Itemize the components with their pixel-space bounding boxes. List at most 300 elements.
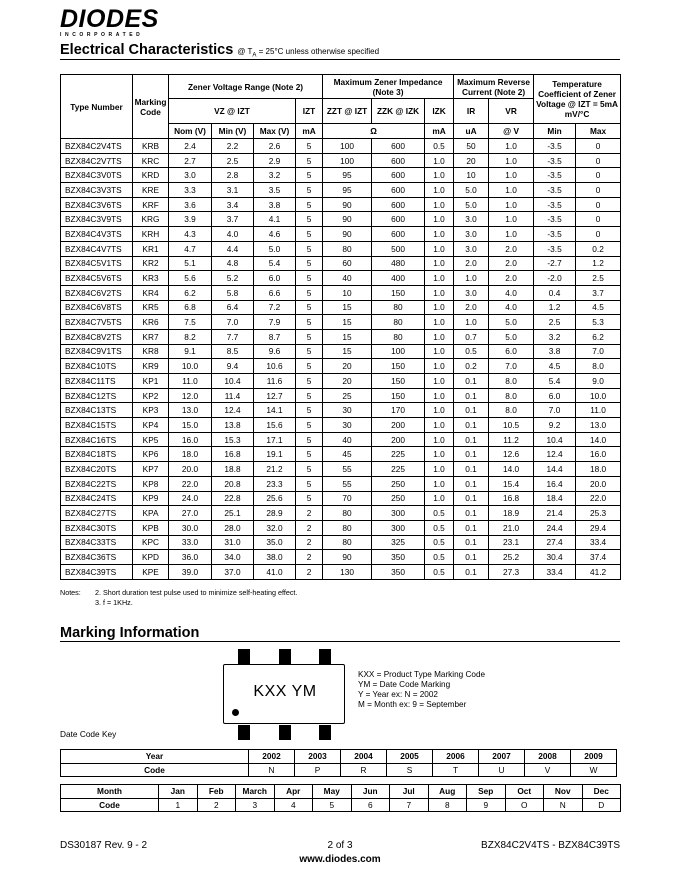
package-marking-text: KXX YM <box>253 683 317 700</box>
package-pin <box>238 725 250 740</box>
year-code-cell: W <box>571 763 617 777</box>
table-row <box>61 271 621 286</box>
table-cell: 10.6 <box>254 359 296 374</box>
table-cell: BZX84C13TS <box>61 403 133 418</box>
table-cell: 13.0 <box>169 403 212 418</box>
table-cell: 1.0 <box>425 344 454 359</box>
table-cell: 5 <box>296 418 323 433</box>
table-row <box>61 153 621 168</box>
table-cell: 0.1 <box>454 564 489 579</box>
table-cell: 1.0 <box>425 183 454 198</box>
table-cell: KP7 <box>133 462 169 477</box>
table-cell: 8.0 <box>489 388 534 403</box>
table-cell: KR9 <box>133 359 169 374</box>
table-cell: 20.8 <box>212 476 254 491</box>
unit-nom: Nom (V) <box>169 124 212 139</box>
month-code-cell: 6 <box>351 798 390 812</box>
table-cell: KR3 <box>133 271 169 286</box>
table-cell: 6.4 <box>212 300 254 315</box>
year-code-cell: S <box>387 763 433 777</box>
table-cell: 1.0 <box>425 447 454 462</box>
table-cell: 0.5 <box>425 535 454 550</box>
table-cell: 40 <box>323 432 372 447</box>
month-code-label: Code <box>61 798 159 812</box>
unit-izt: mA <box>296 124 323 139</box>
table-cell: 325 <box>372 535 425 550</box>
table-cell: 8.2 <box>169 329 212 344</box>
table-cell: BZX84C39TS <box>61 564 133 579</box>
table-cell: 5 <box>296 315 323 330</box>
table-cell: 55 <box>323 462 372 477</box>
table-cell: -3.5 <box>534 168 576 183</box>
footer-part-range: BZX84C2V4TS - BZX84C39TS <box>481 840 620 851</box>
table-cell: 34.0 <box>212 550 254 565</box>
table-cell: 15 <box>323 329 372 344</box>
month-cell: March <box>236 785 275 799</box>
table-cell: 480 <box>372 256 425 271</box>
table-cell: KRH <box>133 227 169 242</box>
month-code-cell: 2 <box>197 798 236 812</box>
table-cell: 1.0 <box>425 227 454 242</box>
table-cell: BZX84C8V2TS <box>61 329 133 344</box>
table-row <box>61 374 621 389</box>
table-cell: 150 <box>372 388 425 403</box>
table-row <box>61 197 621 212</box>
table-cell: 5 <box>296 285 323 300</box>
table-cell: 1.0 <box>425 212 454 227</box>
table-cell: 24.4 <box>534 520 576 535</box>
table-cell: 350 <box>372 564 425 579</box>
table-cell: 30.4 <box>534 550 576 565</box>
header-temp-coefficient: Temperature Coefficient of Zener Voltage @ IZT = 5mA mV/°C <box>534 75 621 124</box>
month-code-cell: 7 <box>390 798 429 812</box>
table-cell: 5 <box>296 168 323 183</box>
table-cell: 2 <box>296 535 323 550</box>
table-cell: 150 <box>372 285 425 300</box>
month-cell: Feb <box>197 785 236 799</box>
table-cell: 3.8 <box>254 197 296 212</box>
table-cell: 7.5 <box>169 315 212 330</box>
table-cell: 3.7 <box>212 212 254 227</box>
table-cell: 0.1 <box>454 374 489 389</box>
table-cell: 6.8 <box>169 300 212 315</box>
table-cell: 200 <box>372 432 425 447</box>
table-cell: 9.1 <box>169 344 212 359</box>
electrical-characteristics-table <box>60 74 621 580</box>
marking-information-title: Marking Information <box>60 625 200 641</box>
table-cell: 5 <box>296 476 323 491</box>
table-cell: 19.1 <box>254 447 296 462</box>
table-cell: 5.8 <box>212 285 254 300</box>
table-row <box>61 359 621 374</box>
table-cell: BZX84C11TS <box>61 374 133 389</box>
marking-legend <box>358 670 485 710</box>
table-cell: 0.1 <box>454 550 489 565</box>
table-cell: KRF <box>133 197 169 212</box>
table-cell: 10.5 <box>489 418 534 433</box>
table-cell: 16.8 <box>489 491 534 506</box>
section-divider <box>60 641 620 642</box>
unit-vr: @ V <box>489 124 534 139</box>
table-cell: BZX84C12TS <box>61 388 133 403</box>
table-cell: 35.0 <box>254 535 296 550</box>
month-code-cell: 8 <box>428 798 467 812</box>
table-cell: 1.0 <box>454 271 489 286</box>
month-code-cell: 9 <box>467 798 506 812</box>
table-cell: BZX84C30TS <box>61 520 133 535</box>
table-cell: 33.0 <box>169 535 212 550</box>
table-cell: 15.6 <box>254 418 296 433</box>
table-cell: 16.0 <box>169 432 212 447</box>
table-cell: BZX84C33TS <box>61 535 133 550</box>
table-cell: 12.6 <box>489 447 534 462</box>
table-cell: 23.3 <box>254 476 296 491</box>
table-cell: 5.3 <box>576 315 621 330</box>
note-3: 3. f = 1KHz. <box>95 598 133 607</box>
table-cell: 80 <box>372 329 425 344</box>
table-cell: 5.0 <box>489 329 534 344</box>
table-cell: 2.9 <box>254 153 296 168</box>
month-code-table <box>60 784 621 812</box>
table-cell: 5 <box>296 344 323 359</box>
table-cell: 39.0 <box>169 564 212 579</box>
table-cell: 30 <box>323 403 372 418</box>
table-row <box>61 520 621 535</box>
table-cell: 28.0 <box>212 520 254 535</box>
table-cell: 25.2 <box>489 550 534 565</box>
table-cell: BZX84C3V9TS <box>61 212 133 227</box>
table-cell: 36.0 <box>169 550 212 565</box>
table-cell: 7.0 <box>534 403 576 418</box>
table-cell: 15.0 <box>169 418 212 433</box>
table-cell: 1.0 <box>489 212 534 227</box>
table-cell: 45 <box>323 447 372 462</box>
table-cell: 14.0 <box>576 432 621 447</box>
table-cell: 33.4 <box>534 564 576 579</box>
table-row <box>61 315 621 330</box>
month-header-label: Month <box>61 785 159 799</box>
table-cell: 41.0 <box>254 564 296 579</box>
table-cell: 16.4 <box>534 476 576 491</box>
table-cell: 225 <box>372 447 425 462</box>
table-cell: 130 <box>323 564 372 579</box>
table-cell: 2.0 <box>489 256 534 271</box>
table-row <box>61 285 621 300</box>
table-cell: KPE <box>133 564 169 579</box>
notes-label: Notes: <box>60 588 81 597</box>
table-cell: 6.2 <box>576 329 621 344</box>
table-cell: 3.0 <box>454 212 489 227</box>
condition-prefix: @ T <box>237 47 253 56</box>
header-max-impedance: Maximum Zener Impedance (Note 3) <box>323 75 454 99</box>
table-cell: 2.0 <box>489 241 534 256</box>
table-cell: 7.0 <box>489 359 534 374</box>
table-cell: 100 <box>372 344 425 359</box>
table-cell: 5 <box>296 197 323 212</box>
logo-subtitle: INCORPORATED <box>60 32 144 38</box>
table-cell: 5 <box>296 212 323 227</box>
table-cell: BZX84C2V4TS <box>61 139 133 154</box>
table-cell: 5 <box>296 359 323 374</box>
electrical-table-body <box>61 139 621 580</box>
month-code-cell: N <box>544 798 583 812</box>
table-cell: 21.2 <box>254 462 296 477</box>
table-cell: 0.5 <box>425 506 454 521</box>
table-row <box>61 212 621 227</box>
table-cell: 5 <box>296 256 323 271</box>
table-cell: 1.0 <box>489 197 534 212</box>
table-cell: 1.0 <box>425 476 454 491</box>
table-cell: 0.5 <box>454 344 489 359</box>
table-cell: 11.2 <box>489 432 534 447</box>
month-code-cell: 4 <box>274 798 313 812</box>
table-cell: 170 <box>372 403 425 418</box>
package-pin <box>238 649 250 664</box>
table-cell: KP2 <box>133 388 169 403</box>
table-cell: 10.4 <box>212 374 254 389</box>
table-cell: 3.8 <box>534 344 576 359</box>
test-condition <box>237 47 380 59</box>
footer-website: www.diodes.com <box>299 854 381 865</box>
table-cell: 2 <box>296 564 323 579</box>
year-code-cell: U <box>479 763 525 777</box>
table-cell: 11.0 <box>169 374 212 389</box>
table-cell: KP9 <box>133 491 169 506</box>
table-cell: 5 <box>296 374 323 389</box>
table-cell: 5 <box>296 153 323 168</box>
table-cell: 5.1 <box>169 256 212 271</box>
year-cell: 2004 <box>341 750 387 764</box>
logo-wordmark: DIODES <box>60 5 159 33</box>
table-cell: 1.0 <box>454 315 489 330</box>
package-diagram <box>223 664 345 724</box>
table-cell: 1.0 <box>425 432 454 447</box>
table-cell: 80 <box>323 535 372 550</box>
section-divider <box>60 59 620 60</box>
table-cell: -3.5 <box>534 212 576 227</box>
year-cell: 2007 <box>479 750 525 764</box>
table-row <box>61 139 621 154</box>
table-cell: 0.1 <box>454 388 489 403</box>
table-cell: 3.0 <box>454 241 489 256</box>
table-cell: -3.5 <box>534 197 576 212</box>
table-cell: 250 <box>372 476 425 491</box>
table-cell: 2.6 <box>254 139 296 154</box>
table-row <box>61 506 621 521</box>
table-cell: KR7 <box>133 329 169 344</box>
header-zzk: ZZK @ IZK <box>372 99 425 124</box>
table-cell: 0 <box>576 183 621 198</box>
table-cell: KRG <box>133 212 169 227</box>
table-cell: 3.3 <box>169 183 212 198</box>
table-cell: 5 <box>296 241 323 256</box>
table-cell: 60 <box>323 256 372 271</box>
table-cell: -3.5 <box>534 241 576 256</box>
table-cell: 4.7 <box>169 241 212 256</box>
month-code-cell: 1 <box>159 798 198 812</box>
table-row <box>61 491 621 506</box>
table-cell: 1.0 <box>425 285 454 300</box>
table-cell: KRB <box>133 139 169 154</box>
table-cell: 1.0 <box>425 168 454 183</box>
table-cell: -3.5 <box>534 227 576 242</box>
table-cell: 0.2 <box>454 359 489 374</box>
unit-max: Max (V) <box>254 124 296 139</box>
table-cell: 55 <box>323 476 372 491</box>
table-cell: 32.0 <box>254 520 296 535</box>
table-cell: BZX84C15TS <box>61 418 133 433</box>
table-cell: BZX84C2V7TS <box>61 153 133 168</box>
table-cell: KR2 <box>133 256 169 271</box>
table-cell: 5.4 <box>534 374 576 389</box>
header-max-reverse-current: Maximum Reverse Current (Note 2) <box>454 75 534 99</box>
year-cell: 2005 <box>387 750 433 764</box>
table-cell: 17.1 <box>254 432 296 447</box>
table-cell: 600 <box>372 212 425 227</box>
table-cell: 95 <box>323 183 372 198</box>
table-cell: -3.5 <box>534 153 576 168</box>
table-cell: 600 <box>372 183 425 198</box>
diodes-logo <box>60 7 180 38</box>
package-pin <box>319 649 331 664</box>
electrical-characteristics-title <box>60 42 379 65</box>
table-cell: KRC <box>133 153 169 168</box>
table-cell: 600 <box>372 197 425 212</box>
table-cell: 30.0 <box>169 520 212 535</box>
table-cell: 8.5 <box>212 344 254 359</box>
table-cell: 22.8 <box>212 491 254 506</box>
table-cell: 400 <box>372 271 425 286</box>
table-cell: 33.4 <box>576 535 621 550</box>
table-cell: 12.4 <box>534 447 576 462</box>
table-cell: KR5 <box>133 300 169 315</box>
table-cell: 0.1 <box>454 506 489 521</box>
table-cell: 10.4 <box>534 432 576 447</box>
month-cell: Dec <box>582 785 621 799</box>
table-cell: 5 <box>296 300 323 315</box>
unit-izk: mA <box>425 124 454 139</box>
note-2: 2. Short duration test pulse used to minimize self-heating effect. <box>95 588 298 597</box>
table-cell: BZX84C10TS <box>61 359 133 374</box>
year-code-cell: R <box>341 763 387 777</box>
table-cell: 38.0 <box>254 550 296 565</box>
table-cell: 90 <box>323 227 372 242</box>
table-cell: BZX84C3V3TS <box>61 183 133 198</box>
table-cell: 95 <box>323 168 372 183</box>
table-cell: 1.0 <box>425 315 454 330</box>
month-code-cell: 3 <box>236 798 275 812</box>
package-pin <box>319 725 331 740</box>
table-cell: 0.1 <box>454 491 489 506</box>
table-cell: 600 <box>372 227 425 242</box>
table-cell: 4.5 <box>534 359 576 374</box>
table-cell: 4.3 <box>169 227 212 242</box>
table-cell: 5 <box>296 139 323 154</box>
table-row <box>61 344 621 359</box>
table-cell: 15 <box>323 300 372 315</box>
table-cell: 9.6 <box>254 344 296 359</box>
table-cell: 2.5 <box>576 271 621 286</box>
table-cell: 2.5 <box>212 153 254 168</box>
table-cell: BZX84C7V5TS <box>61 315 133 330</box>
table-cell: 18.8 <box>212 462 254 477</box>
table-cell: 5 <box>296 227 323 242</box>
table-cell: KRD <box>133 168 169 183</box>
table-cell: 10.0 <box>576 388 621 403</box>
table-row <box>61 550 621 565</box>
table-cell: 20 <box>323 359 372 374</box>
month-cell: May <box>313 785 352 799</box>
month-cell: Jun <box>351 785 390 799</box>
table-cell: 3.1 <box>212 183 254 198</box>
table-cell: KP8 <box>133 476 169 491</box>
unit-tc-min: Min <box>534 124 576 139</box>
table-cell: 1.0 <box>489 168 534 183</box>
unit-ir: uA <box>454 124 489 139</box>
table-cell: KR1 <box>133 241 169 256</box>
table-cell: 0.1 <box>454 535 489 550</box>
table-cell: 0.5 <box>425 520 454 535</box>
table-cell: 5.0 <box>454 183 489 198</box>
year-header-label: Year <box>61 750 249 764</box>
table-cell: 3.4 <box>212 197 254 212</box>
table-row <box>61 241 621 256</box>
unit-ohm: Ω <box>323 124 425 139</box>
header-izk: IZK <box>425 99 454 124</box>
month-cell: Aug <box>428 785 467 799</box>
month-cell: Oct <box>505 785 544 799</box>
year-cell: 2006 <box>433 750 479 764</box>
section-title-text: Electrical Characteristics <box>60 42 234 58</box>
month-cell: Apr <box>274 785 313 799</box>
table-cell: 0.5 <box>425 139 454 154</box>
table-cell: 2.2 <box>212 139 254 154</box>
header-type-number: Type Number <box>61 75 133 139</box>
header-zener-voltage: Zener Voltage Range (Note 2) <box>169 75 323 99</box>
table-cell: 5.0 <box>254 241 296 256</box>
table-cell: BZX84C6V8TS <box>61 300 133 315</box>
table-cell: 3.0 <box>454 227 489 242</box>
table-cell: 0.1 <box>454 520 489 535</box>
table-row <box>61 329 621 344</box>
table-cell: 1.0 <box>425 491 454 506</box>
table-cell: 1.0 <box>425 462 454 477</box>
table-cell: 80 <box>372 300 425 315</box>
table-cell: BZX84C22TS <box>61 476 133 491</box>
table-row <box>61 418 621 433</box>
table-cell: 0 <box>576 153 621 168</box>
table-cell: 3.0 <box>454 285 489 300</box>
table-cell: 14.0 <box>489 462 534 477</box>
table-cell: 2.0 <box>454 256 489 271</box>
table-cell: 5.0 <box>489 315 534 330</box>
table-cell: 1.0 <box>425 153 454 168</box>
table-cell: 4.0 <box>489 300 534 315</box>
table-cell: BZX84C24TS <box>61 491 133 506</box>
table-cell: 100 <box>323 153 372 168</box>
table-cell: 4.1 <box>254 212 296 227</box>
table-cell: 25.3 <box>576 506 621 521</box>
table-cell: 1.0 <box>425 271 454 286</box>
table-cell: 1.0 <box>425 300 454 315</box>
table-cell: 300 <box>372 520 425 535</box>
table-cell: 7.0 <box>212 315 254 330</box>
table-cell: 20.0 <box>169 462 212 477</box>
table-cell: 20 <box>454 153 489 168</box>
table-cell: -2.0 <box>534 271 576 286</box>
header-marking-code: Marking Code <box>133 75 169 139</box>
table-cell: 0.1 <box>454 403 489 418</box>
